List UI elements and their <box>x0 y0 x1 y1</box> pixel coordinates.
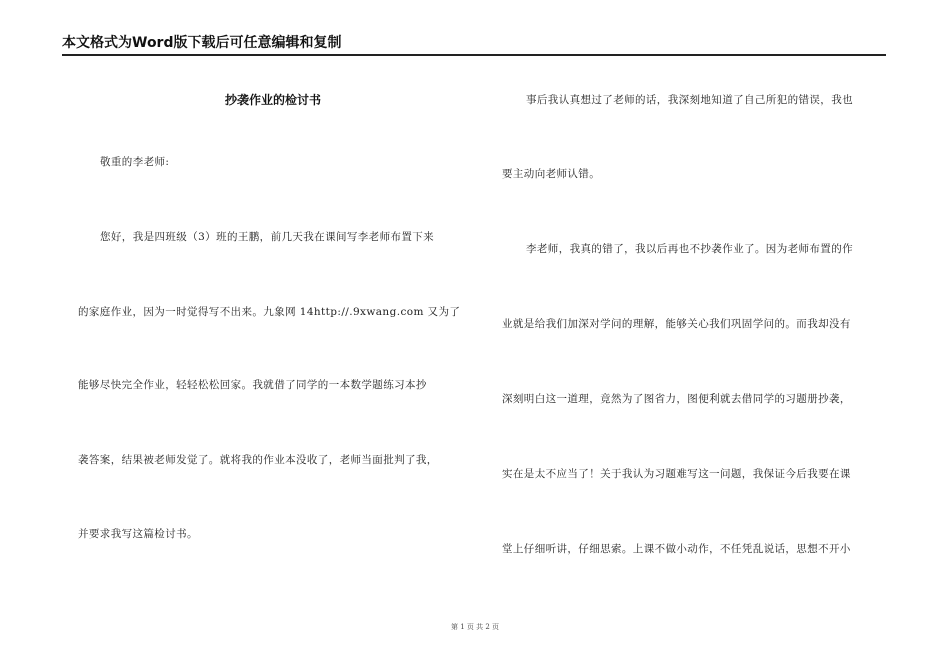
paragraph-line: 实在是太不应当了！关于我认为习题难写这一问题，我保证今后我要在课 <box>502 468 851 480</box>
salutation-line: 敬重的李老师: <box>100 156 170 168</box>
paragraph-line: 事后我认真想过了老师的话，我深刻地知道了自己所犯的错误，我也 <box>526 94 853 106</box>
paragraph-line: 深刻明白这一道理，竟然为了图省力，图便利就去借同学的习题册抄袭， <box>502 393 851 405</box>
paragraph-line: 并要求我写这篇检讨书。 <box>78 528 198 540</box>
paragraph-line: 业就是给我们加深对学问的理解，能够关心我们巩固学问的。而我却没有 <box>502 318 851 330</box>
page-header <box>62 34 886 56</box>
paragraph-line: 能够尽快完全作业，轻轻松松回家。我就借了同学的一本数学题练习本抄 <box>78 379 427 391</box>
paragraph-line: 要主动向老师认错。 <box>502 168 601 180</box>
page-footer: 第 1 页 共 2 页 <box>450 623 500 631</box>
paragraph-line: 袭答案，结果被老师发觉了。就将我的作业本没收了，老师当面批判了我， <box>78 454 438 466</box>
header-text: 本文格式为Word版下载后可任意编辑和复制 <box>62 35 342 51</box>
document-title: 抄袭作业的检讨书 <box>224 93 321 107</box>
paragraph-line: 的家庭作业，因为一时觉得写不出来。九象网 14http://.9xwang.com 又为了 <box>78 306 461 318</box>
paragraph-line: 堂上仔细听讲，仔细思索。上课不做小动作，不任凭乱说话，思想不开小 <box>502 543 851 555</box>
paragraph-line: 您好，我是四班级（3）班的王鹏，前几天我在课间写李老师布置下来 <box>100 231 435 243</box>
paragraph-line: 李老师，我真的错了，我以后再也不抄袭作业了。因为老师布置的作 <box>526 243 853 255</box>
